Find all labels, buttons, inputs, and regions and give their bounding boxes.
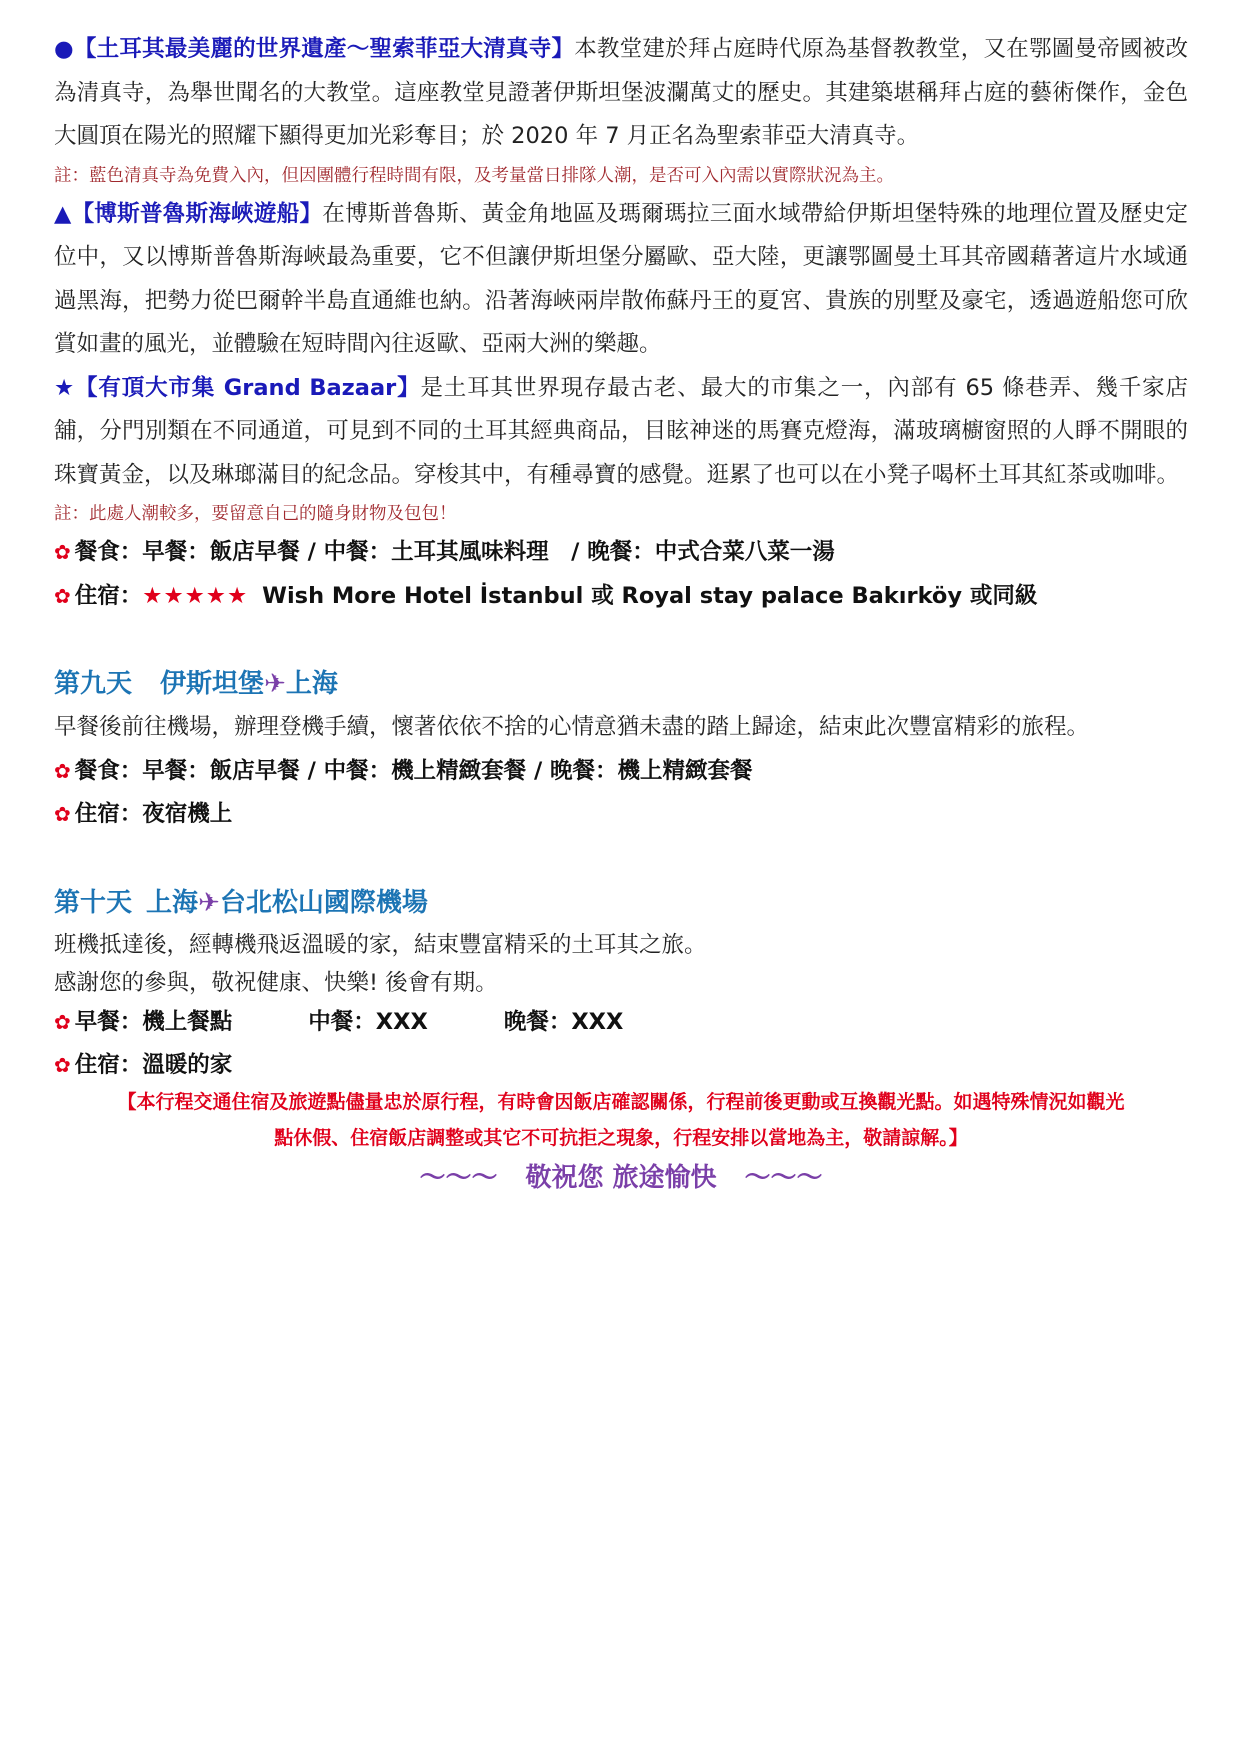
day9-description: 早餐後前往機場，辦理登機手續，懷著依依不捨的心情意猶未盡的踏上歸途，結束此次豐富精彩的旅程。 bbox=[54, 714, 1090, 740]
hotel-text: 住宿：溫暖的家 bbox=[74, 1052, 233, 1078]
flower-icon: ✿ bbox=[54, 540, 71, 564]
flower-icon: ✿ bbox=[54, 583, 71, 608]
day9-hotel bbox=[54, 793, 1188, 837]
meals-text: 餐食：早餐：飯店早餐 / 中餐：機上精緻套餐 / 晚餐：機上精緻套餐 bbox=[74, 757, 753, 784]
star-bullet-icon: ★ bbox=[54, 374, 76, 401]
day8-meals bbox=[54, 531, 1188, 575]
blessing-text: 敬祝您 旅途愉快 bbox=[525, 1162, 717, 1193]
day9-meals bbox=[54, 750, 1188, 794]
route-from: 伊斯坦堡 bbox=[160, 669, 265, 699]
tilde-decoration: ～～～ bbox=[744, 1162, 823, 1193]
attraction-note: 註：藍色清真寺為免費入內，但因團體行程時間有限，及考量當日排隊人潮，是否可入內需以實際狀況為主。 bbox=[54, 165, 894, 186]
attraction-note: 註：此處人潮較多，要留意自己的隨身財物及包包！ bbox=[54, 504, 457, 524]
day10-hotel bbox=[54, 1044, 1188, 1088]
itinerary-notice-line1: 【本行程交通住宿及旅遊點儘量忠於原行程，有時會因飯店確認關係，行程前後更動或互換觀光點。如遇特殊情況如觀光 bbox=[117, 1090, 1125, 1113]
day10-thanks: 感謝您的參與，敬祝健康、快樂! 後會有期。 bbox=[54, 969, 498, 996]
attraction-bosphorus-cruise bbox=[54, 193, 1188, 367]
day10-heading bbox=[54, 883, 1188, 923]
itinerary-page bbox=[54, 28, 1188, 1200]
attraction-description: 是土耳其世界現存最古老、最大的市集之一，內部有 65 條巷弄、幾千家店舖，分門別類在不同通道，可見到不同的土耳其經典商品，目眩神迷的馬賽克燈海，滿玻璃櫥窗照的人睜不開眼的珠寶黃金，以及琳瑯滿目的紀念品。穿梭其中，有種尋寶的感覺。逛累了也可以在小凳子喝杯土耳其紅茶或咖啡。 bbox=[54, 374, 1189, 488]
attraction-title: 【有頂大市集 Grand Bazaar】 bbox=[75, 374, 421, 401]
flower-icon: ✿ bbox=[54, 802, 71, 826]
attraction-description: 本教堂建於拜占庭時代原為基督教教堂，又在鄂圖曼帝國被改為清真寺，為舉世聞名的大教堂。這座教堂見證著伊斯坦堡波瀾萬丈的歷史。其建築堪稱拜占庭的藝術傑作，金色大圓頂在陽光的照耀下顯得更加光彩奪目；於 2020 年 7 月正名為聖索菲亞大清真寺。 bbox=[54, 36, 1188, 149]
triangle-bullet-icon: ▲ bbox=[54, 200, 72, 227]
hotel-name: Wish More Hotel İstanbul 或 Royal stay palace Bakırköy 或同級 bbox=[262, 582, 1038, 609]
attraction-title: 【博斯普魯斯海峽遊船】 bbox=[71, 200, 323, 227]
day-label: 第九天 bbox=[54, 669, 133, 699]
flower-icon: ✿ bbox=[54, 1053, 71, 1077]
plane-icon: ✈ bbox=[264, 669, 286, 699]
attraction-description: 在博斯普魯斯、黃金角地區及瑪爾瑪拉三面水域帶給伊斯坦堡特殊的地理位置及歷史定位中，又以博斯普魯斯海峽最為重要，它不但讓伊斯坦堡分屬歐、亞大陸，更讓鄂圖曼土耳其帝國藉著這片水域通過黑海，把勢力從巴爾幹半島直通維也納。沿著海峽兩岸散佈蘇丹王的夏宮、貴族的別墅及豪宅，透過遊船您可欣賞如畫的風光，並體驗在短時間內往返歐、亞兩大洲的樂趣。 bbox=[54, 200, 1188, 357]
blessing-line bbox=[54, 1156, 1188, 1200]
circle-bullet-icon: ● bbox=[54, 36, 74, 62]
route-to: 台北松山國際機場 bbox=[219, 887, 428, 918]
plane-icon: ✈ bbox=[198, 887, 220, 918]
attraction-hagia-sophia bbox=[54, 28, 1188, 159]
day-label: 第十天 bbox=[54, 887, 133, 918]
day10-description: 班機抵達後，經轉機飛返溫暖的家，結束豐富精采的土耳其之旅。 bbox=[54, 931, 707, 958]
tilde-decoration: ～～～ bbox=[419, 1162, 498, 1193]
attraction-title: 【土耳其最美麗的世界遺產～聖索菲亞大清真寺】 bbox=[73, 36, 575, 62]
hotel-text: 住宿：夜宿機上 bbox=[74, 801, 233, 827]
day10-meals bbox=[54, 1001, 1188, 1045]
star-rating: ★★★★★ bbox=[142, 582, 249, 609]
hotel-label: 住宿： bbox=[74, 582, 143, 609]
day8-hotel bbox=[54, 575, 1188, 619]
breakfast-text: 早餐：機上餐點 bbox=[74, 1008, 233, 1035]
flower-icon: ✿ bbox=[54, 758, 71, 783]
day9-heading bbox=[54, 664, 1188, 704]
route-from: 上海 bbox=[146, 887, 199, 918]
dinner-text: 晚餐：XXX bbox=[503, 1008, 624, 1035]
flower-icon: ✿ bbox=[54, 1009, 71, 1034]
lunch-text: 中餐：XXX bbox=[308, 1008, 428, 1035]
meals-text: 餐食：早餐：飯店早餐 / 中餐：土耳其風味料理 / 晚餐：中式合菜八菜一湯 bbox=[74, 539, 835, 565]
attraction-grand-bazaar bbox=[54, 367, 1188, 498]
itinerary-notice-line2: 點休假、住宿飯店調整或其它不可抗拒之現象，行程安排以當地為主，敬請諒解。】 bbox=[274, 1126, 968, 1149]
route-to: 上海 bbox=[285, 669, 338, 699]
